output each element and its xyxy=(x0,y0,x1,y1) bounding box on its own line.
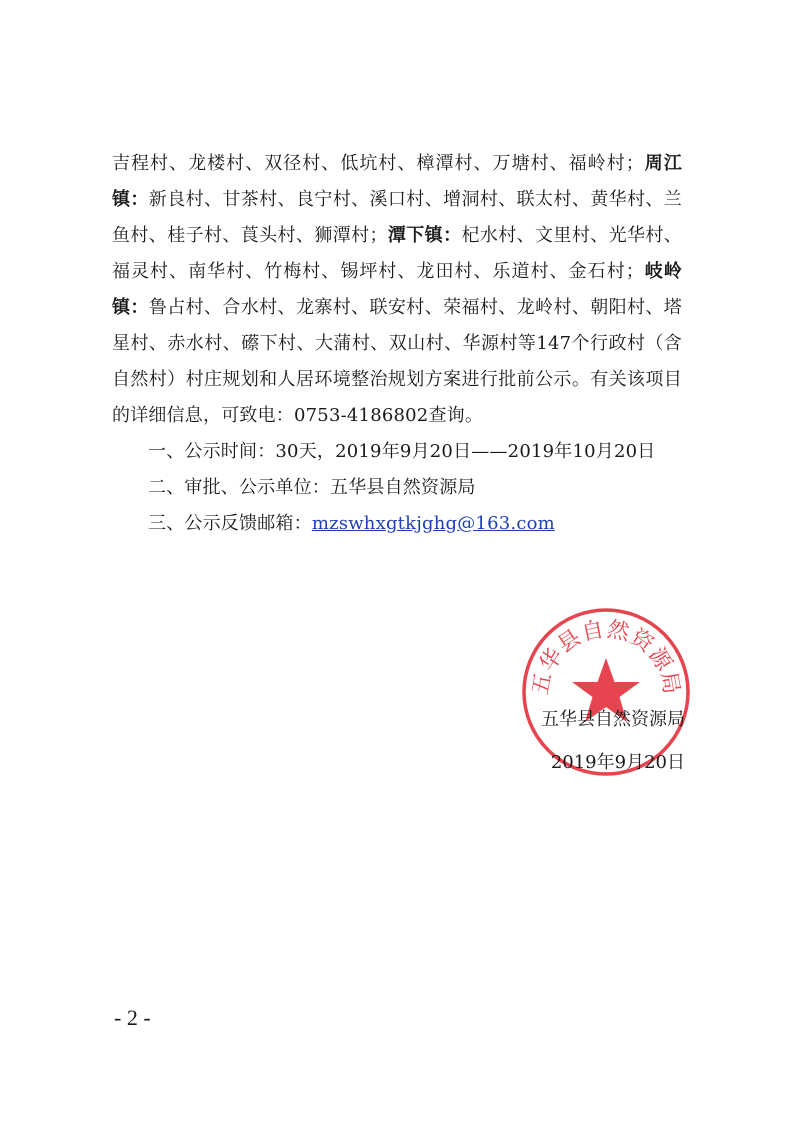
village-list-6: 鲁占村、 xyxy=(148,297,223,318)
village-list-4: 杞水村、文里村、光华村、福灵村、 xyxy=(112,225,682,282)
seal-text: 五华县自然资源局 xyxy=(528,617,684,697)
village-list-2: 新良村、甘茶村、良宁村、溪口村、增洞村、联太村、黄华村、兰鱼村、 xyxy=(112,189,683,246)
page-number: - 2 - xyxy=(114,1005,151,1030)
notice-time: 一、公示时间：30天，2019年9月20日——2019年10月20日 xyxy=(148,441,656,462)
village-list-5: 南华村、竹梅村、锡坪村、龙田村、乐道村、金石村； xyxy=(188,261,644,282)
signature-date: 2019年9月20日 xyxy=(550,752,685,773)
town-zhoujiang: 周江镇： xyxy=(112,153,682,210)
notice-unit: 二、审批、公示单位：五华县自然资源局 xyxy=(148,477,476,498)
email-label: 三、公示反馈邮箱： xyxy=(148,513,312,534)
signature-org: 五华县自然资源局 xyxy=(541,709,685,730)
village-list-7: 合水村、龙寨村、联安村、荣福村、龙岭村、朝阳村、塔星村、赤水村、 xyxy=(112,297,682,354)
town-tanxia: 潭下镇： xyxy=(387,225,462,246)
village-list-3: 桂子村、莨头村、狮潭村； xyxy=(167,225,388,246)
notice-body xyxy=(112,146,682,542)
town-qiling: 岐岭镇： xyxy=(112,261,682,318)
feedback-email-link[interactable]: mzswhxgtkjghg@163.com xyxy=(311,513,555,534)
body-paragraph xyxy=(112,146,682,434)
notice-statement: 礤下村、大蒲村、双山村、华源村等147个行政村（含自然村）村庄规划和人居环境整治规划方案进行批前公示。有关该项目的详细信息，可致电：0753-4186802查询。 xyxy=(112,333,682,426)
notice-email-line xyxy=(112,506,682,542)
village-list-1: 吉程村、龙楼村、双径村、低坑村、樟潭村、万塘村、福岭村； xyxy=(112,153,644,174)
